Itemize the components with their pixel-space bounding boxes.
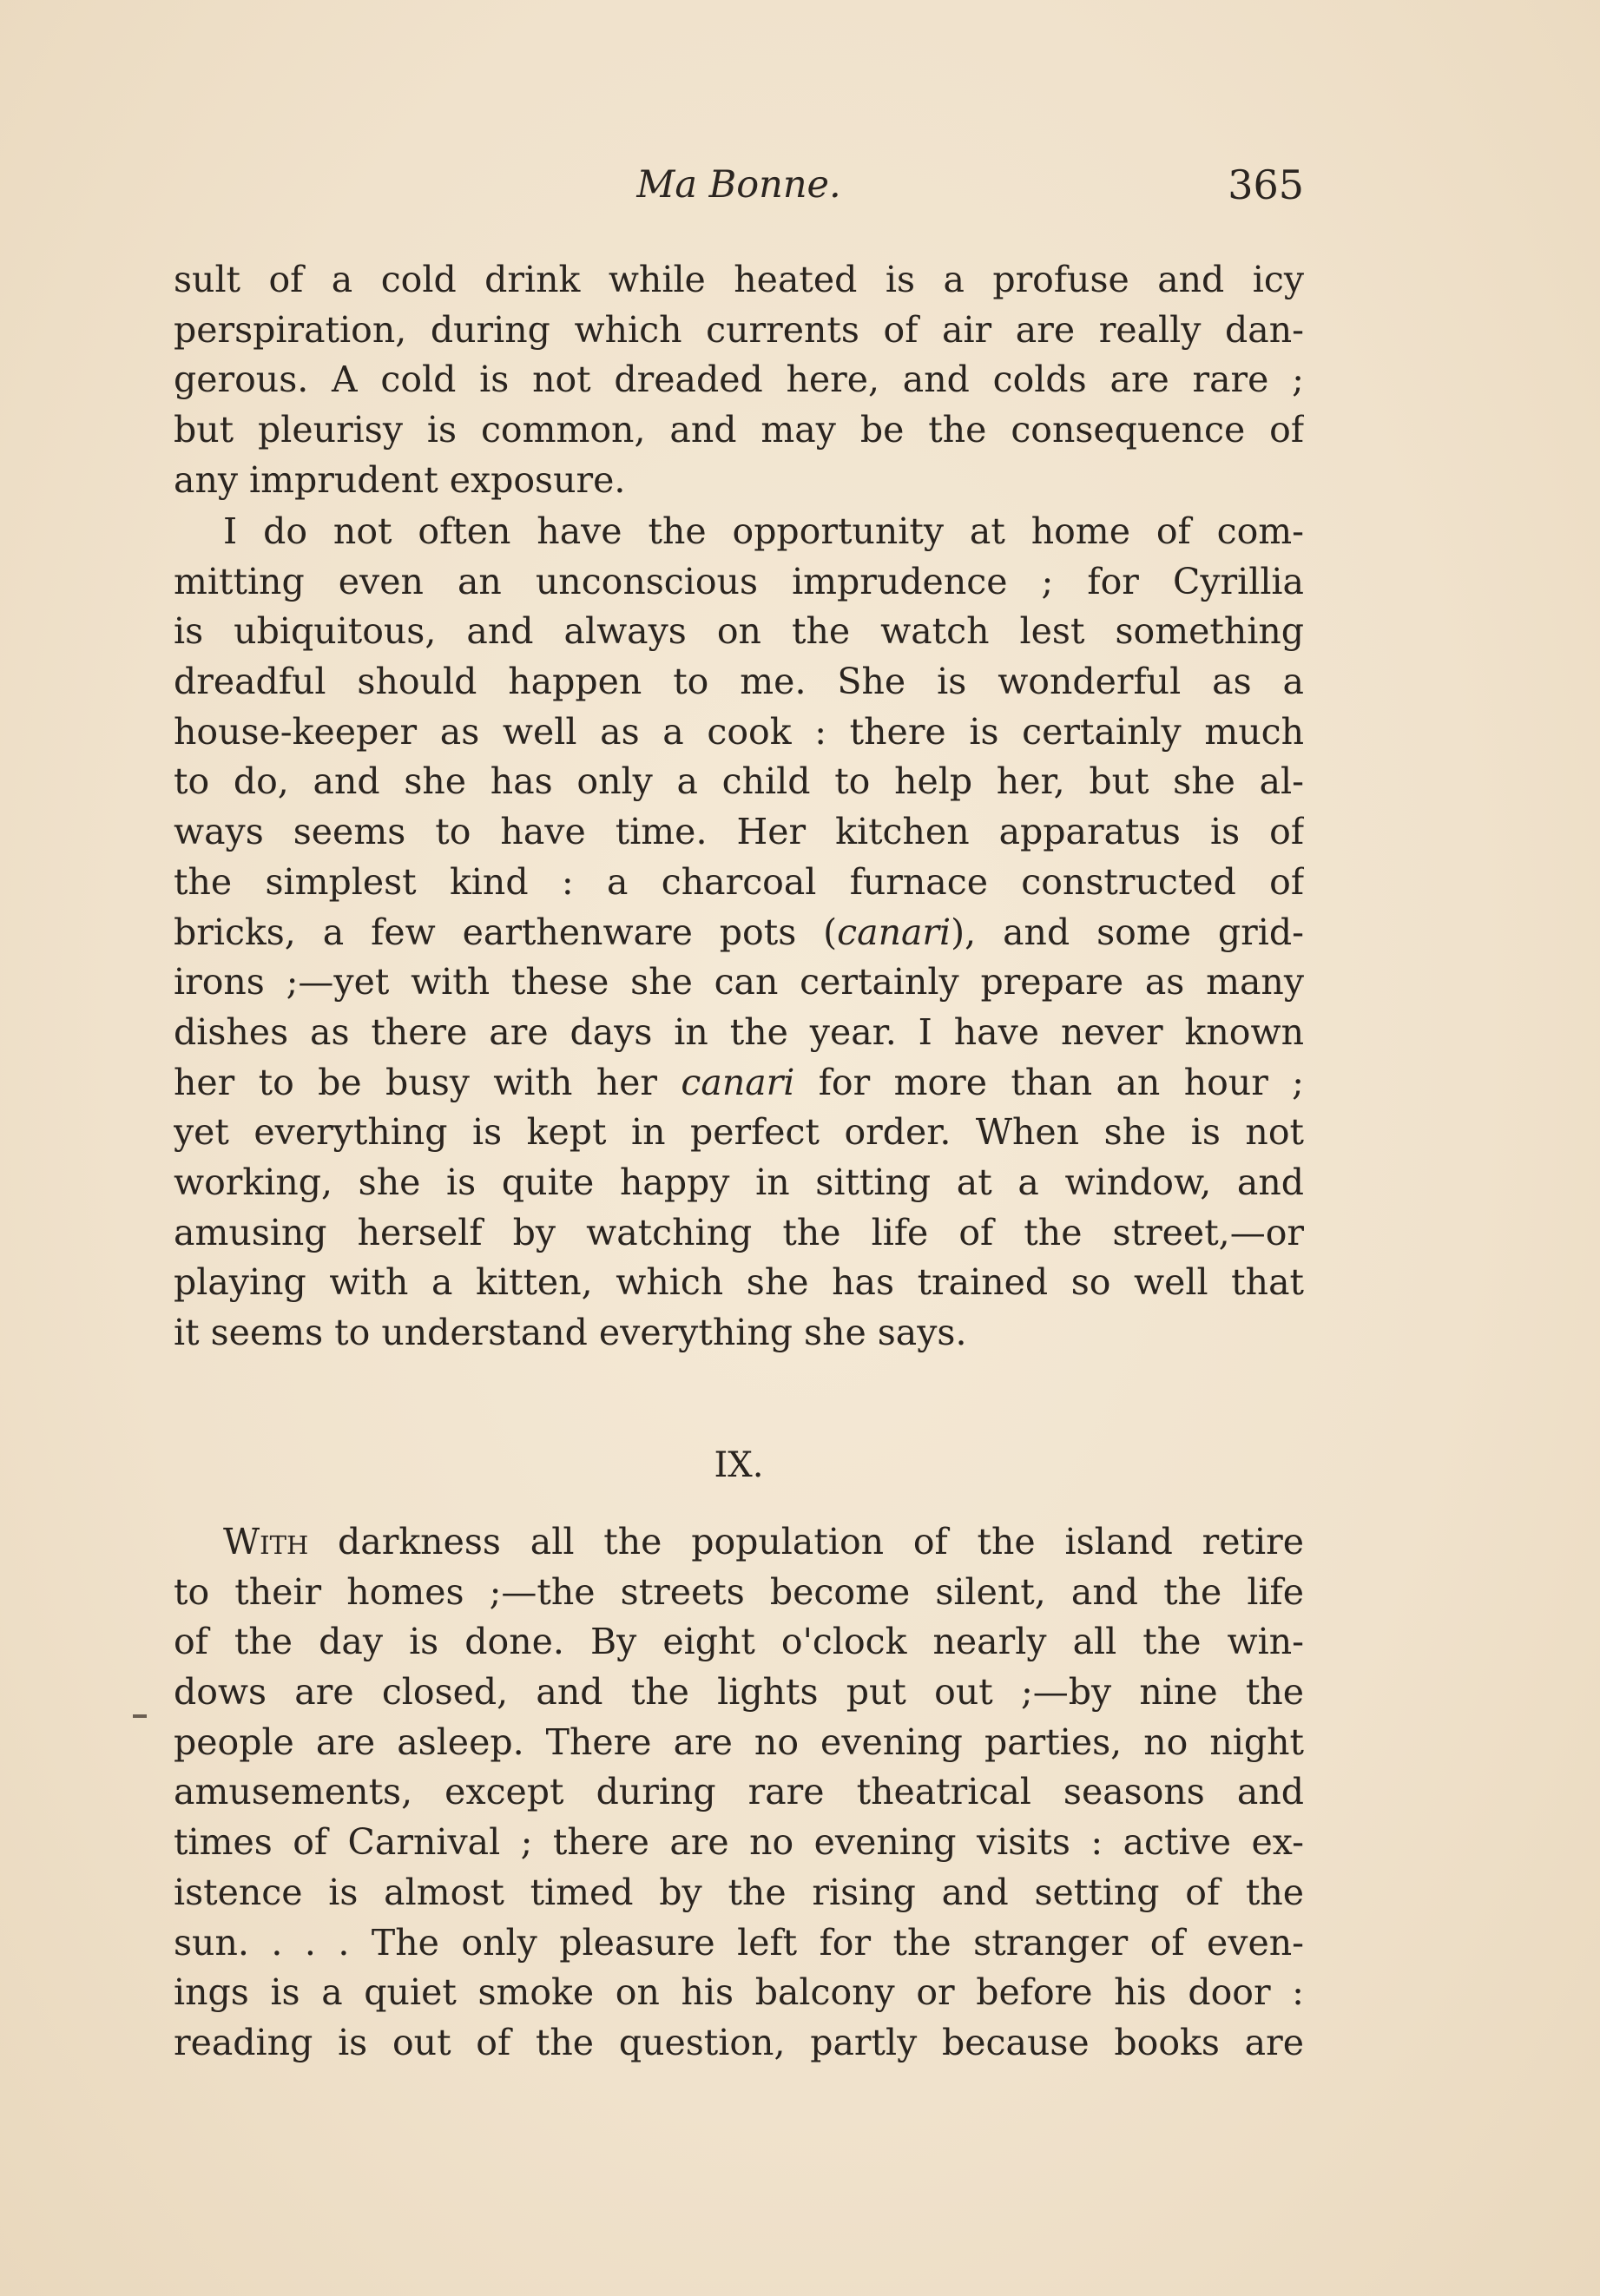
text-line: sult of a cold drink while heated is a profuse and icy [174, 259, 1304, 300]
text-line: to their homes ;—the streets become silent, and the life [174, 1570, 1304, 1613]
text-line: dows are closed, and the lights put out ;—by nine the [174, 1671, 1304, 1714]
text-line: ways seems to have time. Her kitchen apparatus is of [174, 811, 1304, 853]
text-fragment: bricks, a few earthenware pots ( [174, 911, 838, 953]
text-line: dishes as there are days in the year. I have never known [174, 1010, 1304, 1053]
text-line: the simplest kind : a charcoal furnace constructed of [174, 860, 1304, 903]
text-line: yet everything is kept in perfect order. When she is not [174, 1111, 1304, 1154]
text-line: house-keeper as well as a cook : there is certainly much [174, 710, 1304, 753]
text-fragment: her to be busy with her [174, 1061, 681, 1103]
paragraph-3 [174, 1517, 1304, 2069]
text-line [174, 1058, 1304, 1109]
text-fragment: darkness all the population of the island retire [308, 1521, 1304, 1562]
page-number: 365 [1228, 161, 1304, 208]
running-title: Ma Bonne. [636, 163, 841, 207]
text-fragment: for more than an hour ; [794, 1061, 1304, 1103]
text-line: mitting even an unconscious imprudence ; for Cyrillia [174, 560, 1304, 602]
text-line: dreadful should happen to me. She is wonderful as a [174, 661, 1304, 703]
margin-mark [133, 1714, 147, 1718]
text-line: gerous. A cold is not dreaded here, and colds are rare ; [174, 359, 1304, 401]
text-line: of the day is done. By eight o'clock nearly all the win- [174, 1621, 1304, 1663]
italic-word: canari [837, 911, 951, 953]
text-line [174, 1517, 1304, 1568]
text-line: but pleurisy is common, and may be the consequence of [174, 409, 1304, 451]
text-line: I do not often have the opportunity at home of com- [223, 510, 1304, 552]
text-line: sun. . . . The only pleasure left for the stranger of even- [174, 1921, 1304, 1964]
italic-word: canari [681, 1061, 795, 1103]
text-line: to do, and she has only a child to help her, but she al- [174, 760, 1304, 803]
page-header [174, 155, 1304, 215]
text-line: playing with a kitten, which she has trained so well that [174, 1261, 1304, 1304]
paragraph-1 [174, 255, 1304, 505]
text-line: it seems to understand everything she says. [174, 1312, 967, 1353]
text-line: any imprudent exposure. [174, 458, 626, 501]
text-line: ings is a quiet smoke on his balcony or before his door : [174, 1971, 1304, 2014]
lead-word: With [223, 1521, 309, 1562]
text-line: perspiration, during which currents of air are really dan- [174, 308, 1304, 351]
section-heading: IX. [714, 1445, 764, 1485]
text-line: reading is out of the question, partly because books are [174, 2021, 1304, 2063]
text-line: working, she is quite happy in sitting at a window, and [174, 1161, 1304, 1203]
text-line: irons ;—yet with these she can certainly prepare as many [174, 961, 1304, 1003]
text-line: amusing herself by watching the life of the street,—or [174, 1211, 1304, 1253]
text-line: times of Carnival ; there are no evening visits : active ex- [174, 1821, 1304, 1864]
text-fragment: ), and some grid- [951, 911, 1304, 953]
text-line: is ubiquitous, and always on the watch lest something [174, 610, 1304, 653]
text-line: amusements, except during rare theatrical seasons and [174, 1771, 1304, 1813]
paragraph-2 [174, 507, 1304, 1359]
text-line: people are asleep. There are no evening parties, no night [174, 1720, 1304, 1763]
text-line: istence is almost timed by the rising and setting of the [174, 1871, 1304, 1913]
text-line [174, 908, 1304, 958]
